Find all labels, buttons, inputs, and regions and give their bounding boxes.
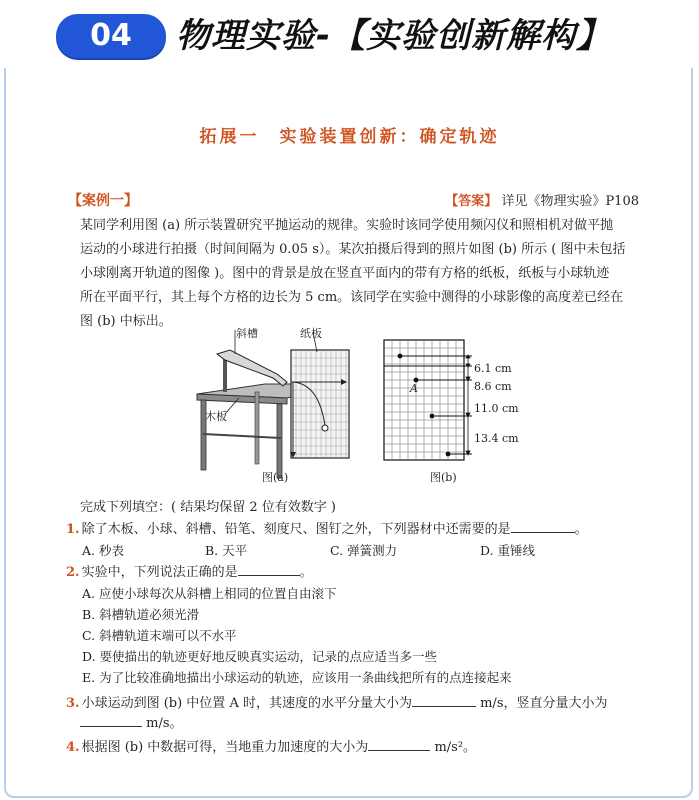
instruction: 完成下列填空：( 结果均保留 2 位有效数字 ) [80,500,336,515]
header [0,0,699,68]
question-end: 。 [299,565,313,580]
question-end: 。 [463,740,477,755]
question-unit: m/s，竖直分量大小为 [480,696,608,711]
table-leg [255,392,259,464]
measure-3: 11.0 cm [474,402,519,415]
intro-line: 运动的小球进行拍摄（时间间隔为 0.05 s）。某次拍摄后得到的照片如图 (b) 所示 ( 图中未包括 [80,242,626,257]
chute [217,350,287,386]
answer-blank[interactable] [368,736,430,751]
figure-a-caption: 图(a) [262,471,289,484]
point-a-label: A [410,382,418,395]
figure-b-grid [380,336,520,466]
intro-line: 某同学利用图 (a) 所示装置研究平抛运动的规律。实验时该同学使用频闪仪和照相机对做平抛 [80,218,614,233]
figure-b-caption: 图(b) [430,471,457,484]
measure-2: 8.6 cm [474,380,512,393]
question-number: 1. [66,522,80,537]
problem-intro [80,214,640,334]
table-brace [203,434,281,438]
answer-tag: 【答案】 [445,194,498,209]
intro-line: 所在平面平行，其上每个方格的边长为 5 cm。该同学在实验中测得的小球影像的高度差已经在 [80,290,624,305]
answer-blank[interactable] [238,561,300,576]
case-label: 【案例一】 [68,193,138,209]
intro-line: 小球刚离开轨道的图像 )。图中的背景是放在竖直平面内的带有方格的纸板，纸板与小球轨迹 [80,266,610,281]
question-text: 除了木板、小球、斜槽、铅笔、刻度尺、图钉之外，下列器材中还需要的是 [81,522,511,537]
question-4 [66,736,476,758]
question-unit: m/s² [434,740,464,755]
option: C. 斜槽轨道末端可以不水平 [82,628,237,643]
question-number: 2. [66,565,80,580]
answer-blank[interactable] [80,712,142,727]
label-wood: 木板 [205,410,227,423]
option: C. 弹簧测力 [330,543,398,558]
measure-1: 6.1 cm [474,362,512,375]
page-title: 物理实验-【实验创新解构】 [176,16,612,56]
answer-blank[interactable] [511,518,575,533]
intro-line: 图 (b) 中标出。 [80,314,172,329]
question-3-line-2 [80,712,183,734]
question-unit: m/s。 [146,716,183,731]
ball [322,425,328,431]
paper-board [291,350,349,458]
option: B. 天平 [205,543,248,558]
question-3 [66,692,608,714]
figure-a-apparatus [195,322,360,487]
question-text: 小球运动到图 (b) 中位置 A 时，其速度的水平分量大小为 [81,696,412,711]
question-number: 3. [66,696,80,711]
label-board: 纸板 [300,327,322,340]
answer-ref-text: 详见《物理实验》P108 [501,194,639,209]
question-text: 实验中，下列说法正确的是 [81,565,238,580]
option: B. 斜槽轨道必须光滑 [82,607,200,622]
dimension-markers [466,355,470,455]
question-2 [66,561,313,583]
label-chute: 斜槽 [236,327,258,340]
option: A. 应使小球每次从斜槽上相同的位置自由滚下 [82,586,337,601]
question-number: 4. [66,740,80,755]
question-end: 。 [574,522,588,537]
question-1 [66,518,588,540]
measure-4: 13.4 cm [474,432,519,445]
option: E. 为了比较准确地描出小球运动的轨迹，应该用一条曲线把所有的点连接起来 [82,670,512,685]
table-leg [277,404,282,478]
option: D. 要使描出的轨迹更好地反映真实运动，记录的点应适当多一些 [82,649,438,664]
option: A. 秒表 [82,543,124,558]
answer-reference [445,190,639,209]
question-text: 根据图 (b) 中数据可得，当地重力加速度的大小为 [81,740,369,755]
section-title: 拓展一 实验装置创新：确定轨迹 [199,127,500,147]
section-number-badge: 04 [56,14,166,58]
option: D. 重锤线 [480,543,536,558]
answer-blank[interactable] [412,692,476,707]
